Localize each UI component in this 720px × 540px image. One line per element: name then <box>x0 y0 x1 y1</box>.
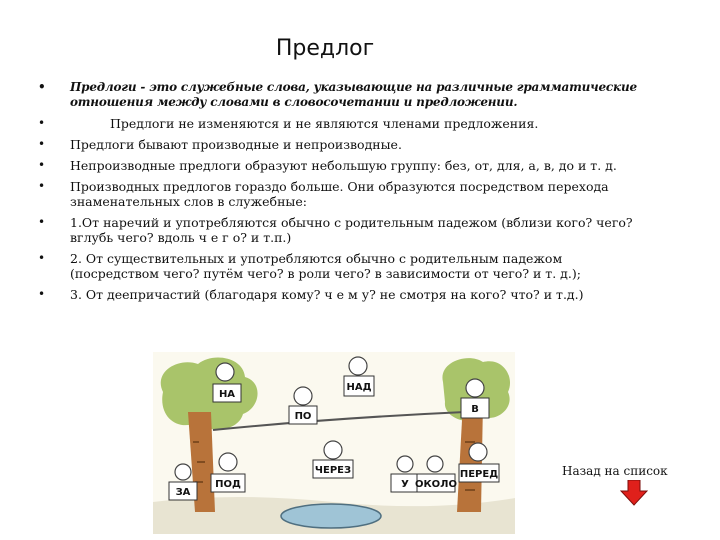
sign-pod <box>211 474 245 492</box>
sign-na <box>213 384 241 402</box>
sign-label: У <box>401 479 409 490</box>
sign-v <box>461 398 489 418</box>
sign-cherez <box>313 460 353 478</box>
pond <box>281 504 381 528</box>
bullet-item: • Предлоги бывают производные и непроизводные. <box>38 137 644 152</box>
bullet-item: • 2. От существительных и употребляются обычно с родительным падежом (посредством чего? путём чего? в роли чего? в зависимости от чего? и т. д.); <box>38 251 644 281</box>
bullet-text: Предлоги не изменяются и не являются членами предложения. <box>110 116 539 131</box>
sign-label: ЧЕРЕЗ <box>314 465 352 476</box>
sign-label: НА <box>218 389 236 400</box>
sign-za <box>169 482 197 500</box>
back-to-list-link[interactable]: Назад на список <box>562 464 668 478</box>
arrow-shape <box>621 480 647 505</box>
bullet-list <box>38 80 644 308</box>
bullet-item <box>38 116 644 131</box>
bullet-item: • 1.От наречий и употребляются обычно с родительным падежом (вблизи кого? чего? вглубь чего? вдоль ч е г о? и т.п.) <box>38 215 644 245</box>
sign-okolo <box>415 474 457 492</box>
sign-label: ПОД <box>215 479 241 490</box>
sign-label: ПО <box>294 411 312 422</box>
sign-label: НАД <box>346 382 372 393</box>
bullet-item: • 3. От деепричастий (благодаря кому? ч е м у? не смотря на кого? что? и т.д.) <box>38 287 644 302</box>
sign-nad <box>344 376 374 396</box>
bullet-definition: • Предлоги - это служебные слова, указывающие на различные грамматические отношения между словами в словосочетании и предложении. <box>38 80 644 110</box>
slide-title: Предлог <box>275 36 375 61</box>
sign-label: ПЕРЕД <box>459 469 499 480</box>
sign-po <box>289 406 317 424</box>
bullet-item: • Непроизводные предлоги образуют небольшую группу: без, от, для, а, в, до и т. д. <box>38 158 644 173</box>
bullet-item: • Производных предлогов гораздо больше. Они образуются посредством перехода знаменательных слов в служебные: <box>38 179 644 209</box>
sign-label: ЗА <box>175 487 191 498</box>
prepositions-illustration <box>153 352 515 534</box>
sign-label: ОКОЛО <box>415 479 457 490</box>
arrow-down-icon[interactable] <box>620 480 648 506</box>
sign-label: В <box>471 404 479 415</box>
sign-pered <box>459 464 499 482</box>
